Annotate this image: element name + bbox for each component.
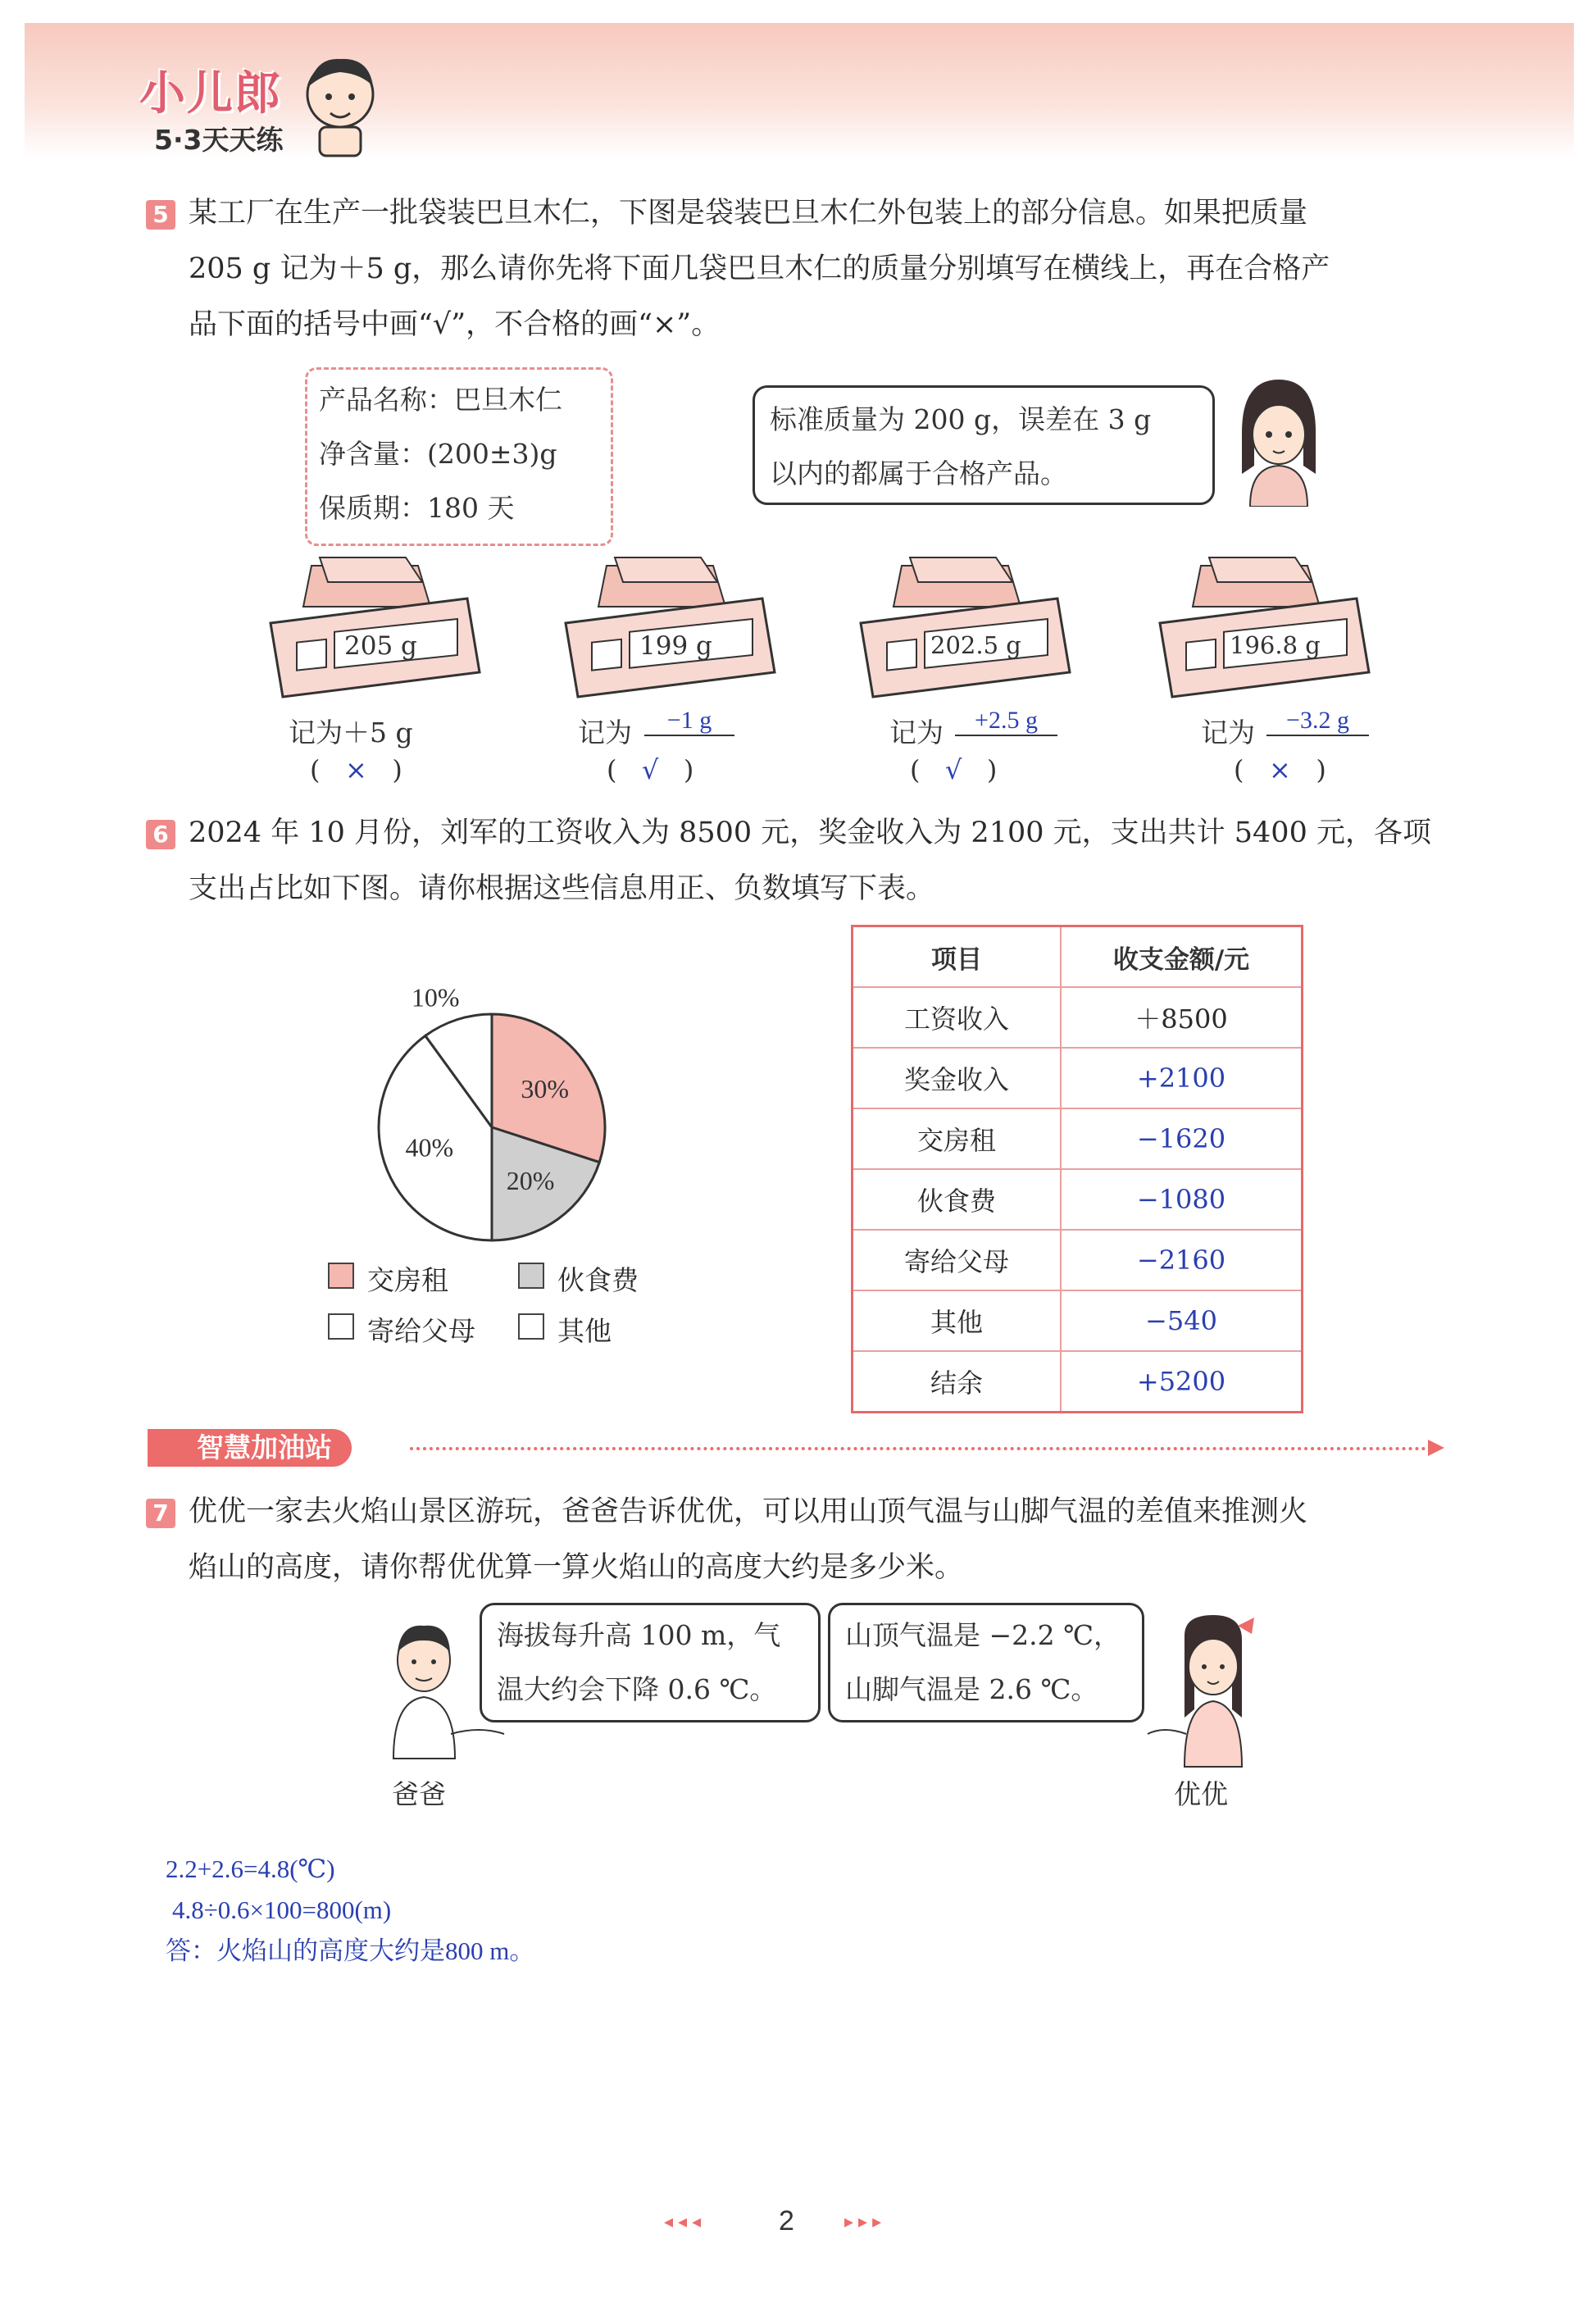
legend-label-other: 其他 xyxy=(557,1315,612,1347)
question-5-line: 205 g 记为＋5 g，那么请你先将下面几袋巴旦木仁的质量分别填写在横线上，再在合格产 xyxy=(189,253,1330,285)
record-1: 记为＋5 g xyxy=(289,717,413,749)
page-next-arrows-icon: ▸▸▸ xyxy=(844,2212,887,2232)
mark-4-value: × xyxy=(1269,754,1291,785)
table-cell-amount: +2100 xyxy=(1061,1048,1303,1108)
q7-solution xyxy=(166,1849,534,1972)
solution-line: 答：火焰山的高度大约是800 m。 xyxy=(166,1936,535,1965)
question-5-line: 品下面的括号中画“√”，不合格的画“×”。 xyxy=(189,308,721,341)
scale-icon xyxy=(1152,549,1373,705)
product-label-box xyxy=(305,367,613,546)
mark-3: ( √ ) xyxy=(910,754,998,785)
table-cell-item: 交房租 xyxy=(853,1108,1062,1169)
youyou-bubble-line: 山顶气温是 −2.2 ℃， xyxy=(845,1619,1121,1651)
record-2: 记为 xyxy=(578,717,632,749)
scale-icon xyxy=(853,549,1074,705)
mark-4: ( × ) xyxy=(1234,754,1326,785)
question-6-line: 2024 年 10 月份，刘军的工资收入为 8500 元，奖金收入为 2100 元，支出共计 5400 元，各项 xyxy=(189,817,1431,849)
table-row xyxy=(853,1108,1303,1169)
pie-slice-label: 10% xyxy=(411,982,460,1012)
page-prev-arrows-icon: ◂◂◂ xyxy=(664,2212,707,2232)
mark-3-value: √ xyxy=(945,754,962,785)
youyou-speech-bubble xyxy=(828,1603,1144,1722)
section-banner: 智慧加油站 xyxy=(148,1429,352,1467)
dad-bubble-line: 海拔每升高 100 m，气 xyxy=(497,1619,781,1651)
scale-1 xyxy=(262,549,484,708)
table-row xyxy=(853,1048,1303,1108)
pie-slice-label: 40% xyxy=(405,1132,454,1163)
brand-logo: 小儿郎 xyxy=(139,67,282,121)
table-row xyxy=(853,1351,1303,1413)
record-3: 记为 xyxy=(889,717,944,749)
pie-slice-label: 20% xyxy=(506,1165,555,1195)
scale-reading: 205 g xyxy=(344,631,417,661)
table-cell-amount: −1080 xyxy=(1061,1169,1303,1230)
legend-swatch-food xyxy=(518,1263,544,1289)
question-7-text xyxy=(189,1484,1467,1595)
arrow-right-icon xyxy=(1425,1436,1448,1459)
question-number-7: 7 xyxy=(146,1499,175,1528)
table-cell-item: 伙食费 xyxy=(853,1169,1062,1230)
table-cell-amount: −1620 xyxy=(1061,1108,1303,1169)
scale-3 xyxy=(853,549,1074,708)
question-6-line: 支出占比如下图。请你根据这些信息用正、负数填写下表。 xyxy=(189,872,935,905)
table-cell-item: 奖金收入 xyxy=(853,1048,1062,1108)
expense-pie-chart xyxy=(361,963,623,1258)
boy-mascot-icon xyxy=(291,49,389,160)
income-expense-table xyxy=(851,925,1303,1413)
youyou-label: 优优 xyxy=(1174,1778,1228,1810)
legend-label-parents: 寄给父母 xyxy=(367,1315,475,1347)
table-cell-amount: +5200 xyxy=(1061,1351,1303,1413)
pie-slice-label: 30% xyxy=(521,1073,570,1103)
table-row xyxy=(853,1230,1303,1290)
youyou-character-icon xyxy=(1135,1611,1275,1775)
mark-1: ( × ) xyxy=(310,754,402,785)
legend-label-rent: 交房租 xyxy=(367,1264,448,1296)
question-number-6: 6 xyxy=(146,820,175,849)
record-4: 记为 xyxy=(1201,717,1255,749)
legend-label-food: 伙食费 xyxy=(557,1264,639,1296)
answer-4: −3.2 g xyxy=(1266,707,1369,736)
table-cell-amount: −2160 xyxy=(1061,1230,1303,1290)
dad-bubble-line: 温大约会下降 0.6 ℃。 xyxy=(497,1673,777,1705)
question-5-line: 某工厂在生产一批袋装巴旦木仁，下图是袋装巴旦木仁外包装上的部分信息。如果把质量 xyxy=(189,197,1308,230)
question-6-text xyxy=(189,805,1467,917)
dad-label: 爸爸 xyxy=(392,1778,446,1810)
page-number: 2 xyxy=(779,2205,794,2237)
table-cell-item: 寄给父母 xyxy=(853,1230,1062,1290)
mark-2: ( √ ) xyxy=(607,754,694,785)
scale-reading: 199 g xyxy=(639,631,712,661)
table-header-amount: 收支金额/元 xyxy=(1061,926,1303,988)
shelf-life-line: 保质期：180 天 xyxy=(319,492,515,524)
table-row xyxy=(853,1169,1303,1230)
table-header-row xyxy=(853,926,1303,988)
legend-swatch-rent xyxy=(328,1263,354,1289)
answer-3: +2.5 g xyxy=(955,707,1057,736)
question-7-line: 焰山的高度，请你帮优优算一算火焰山的高度大约是多少米。 xyxy=(189,1551,964,1584)
solution-line: 2.2+2.6=4.8(℃) xyxy=(166,1854,335,1883)
scale-icon xyxy=(262,549,484,705)
table-cell-amount: −540 xyxy=(1061,1290,1303,1351)
standard-weight-bubble xyxy=(753,385,1215,505)
scale-4 xyxy=(1152,549,1373,708)
bubble-line: 标准质量为 200 g，误差在 3 g xyxy=(770,403,1152,435)
table-header-item: 项目 xyxy=(853,926,1062,988)
question-5-text xyxy=(189,185,1467,353)
scale-2 xyxy=(557,549,779,708)
legend-swatch-other xyxy=(518,1313,544,1340)
scale-icon xyxy=(557,549,779,705)
table-cell-item: 工资收入 xyxy=(853,987,1062,1048)
table-row xyxy=(853,1290,1303,1351)
answer-2: −1 g xyxy=(644,707,734,736)
youyou-bubble-line: 山脚气温是 2.6 ℃。 xyxy=(845,1673,1098,1705)
legend-swatch-parents xyxy=(328,1313,354,1340)
question-number-5: 5 xyxy=(146,200,175,230)
table-cell-item: 结余 xyxy=(853,1351,1062,1413)
mark-1-value: × xyxy=(345,754,367,785)
dad-speech-bubble xyxy=(480,1603,821,1722)
scale-reading: 196.8 g xyxy=(1230,631,1321,659)
question-7-line: 优优一家去火焰山景区游玩，爸爸告诉优优，可以用山顶气温与山脚气温的差值来推测火 xyxy=(189,1495,1308,1528)
net-weight-line: 净含量：(200±3)g xyxy=(319,438,557,470)
table-row xyxy=(853,987,1303,1048)
table-cell-item: 其他 xyxy=(853,1290,1062,1351)
brand-subtitle: 5·3天天练 xyxy=(154,124,284,156)
girl-character-icon xyxy=(1225,375,1332,507)
table-cell-amount: ＋8500 xyxy=(1061,987,1303,1048)
scale-reading: 202.5 g xyxy=(930,631,1021,659)
solution-line: 4.8÷0.6×100=800(m) xyxy=(172,1895,392,1924)
product-name-line: 产品名称：巴旦木仁 xyxy=(319,384,562,416)
banner-divider xyxy=(410,1447,1426,1450)
mark-2-value: √ xyxy=(642,754,659,785)
bubble-line: 以内的都属于合格产品。 xyxy=(770,457,1067,489)
